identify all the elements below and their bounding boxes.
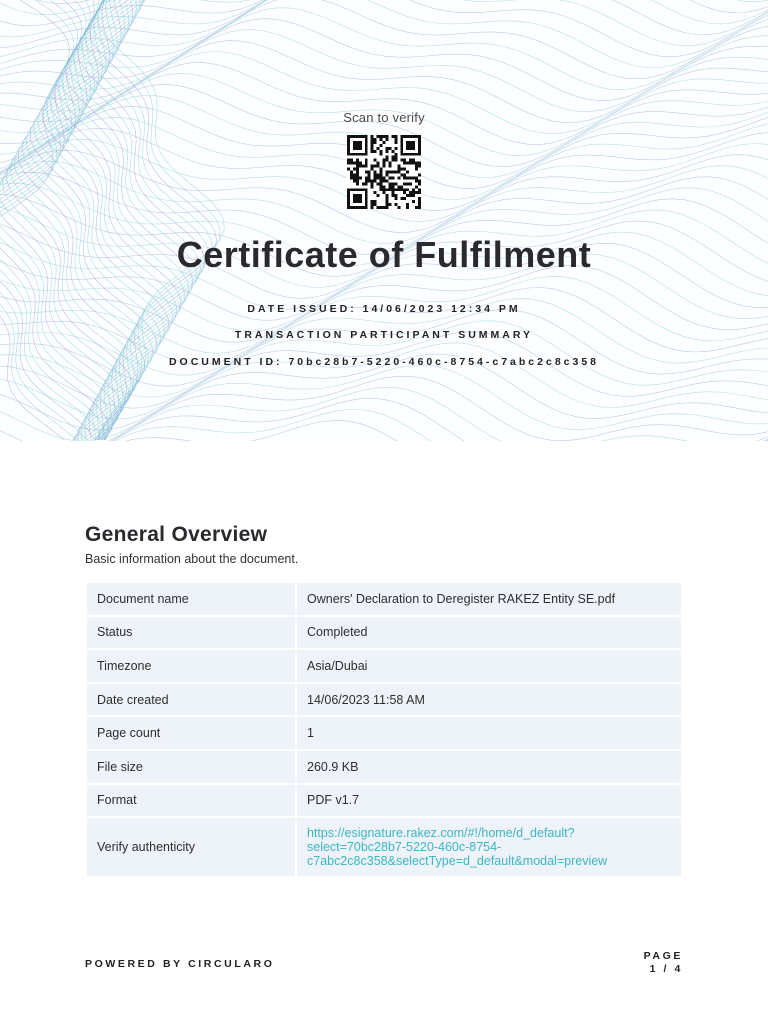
- row-value: 1: [297, 717, 681, 749]
- link-line: select=70bc28b7-5220-460c-8754-: [307, 840, 502, 855]
- overview-table: [85, 581, 683, 878]
- document-id: DOCUMENT ID: 70bc28b7-5220-460c-8754-c7abc2c8c358: [168, 356, 600, 368]
- link-line: c7abc2c8c358&selectType=d_default&modal=preview: [307, 854, 608, 869]
- row-label: Page count: [87, 717, 295, 749]
- link-line: https://esignature.rakez.com/#!/home/d_default?: [307, 826, 575, 841]
- certificate-header: [0, 0, 768, 441]
- row-value: Owners' Declaration to Deregister RAKEZ Entity SE.pdf: [297, 583, 681, 615]
- table-row: [87, 717, 681, 749]
- verify-authenticity-link[interactable]: [307, 826, 671, 868]
- table-row: [87, 583, 681, 615]
- summary-label: TRANSACTION PARTICIPANT SUMMARY: [234, 329, 534, 341]
- section-title: General Overview: [85, 523, 268, 546]
- row-value: [297, 818, 681, 876]
- page-label: PAGE: [643, 950, 683, 962]
- row-label: Format: [87, 785, 295, 817]
- table-row: [87, 785, 681, 817]
- table-row: [87, 684, 681, 716]
- row-value: Completed: [297, 617, 681, 649]
- page-number: 1 / 4: [649, 963, 683, 975]
- row-label: Timezone: [87, 650, 295, 682]
- row-value: 260.9 KB: [297, 751, 681, 783]
- row-value: Asia/Dubai: [297, 650, 681, 682]
- row-label: Status: [87, 617, 295, 649]
- section-subtitle: Basic information about the document.: [85, 552, 299, 566]
- scan-to-verify-label: Scan to verify: [343, 110, 425, 125]
- row-value: PDF v1.7: [297, 785, 681, 817]
- table-row: [87, 650, 681, 682]
- row-label: Verify authenticity: [87, 818, 295, 876]
- powered-by: POWERED BY CIRCULARO: [85, 958, 275, 970]
- qr-code-icon[interactable]: [345, 135, 423, 209]
- row-label: File size: [87, 751, 295, 783]
- table-row-verify: [87, 818, 681, 876]
- certificate-title: Certificate of Fulfilment: [176, 234, 592, 275]
- row-label: Date created: [87, 684, 295, 716]
- table-row: [87, 751, 681, 783]
- row-value: 14/06/2023 11:58 AM: [297, 684, 681, 716]
- row-label: Document name: [87, 583, 295, 615]
- table-row: [87, 617, 681, 649]
- page-indicator: [640, 950, 683, 976]
- date-issued: DATE ISSUED: 14/06/2023 12:34 PM: [247, 303, 521, 315]
- guilloche-background: [0, 0, 768, 441]
